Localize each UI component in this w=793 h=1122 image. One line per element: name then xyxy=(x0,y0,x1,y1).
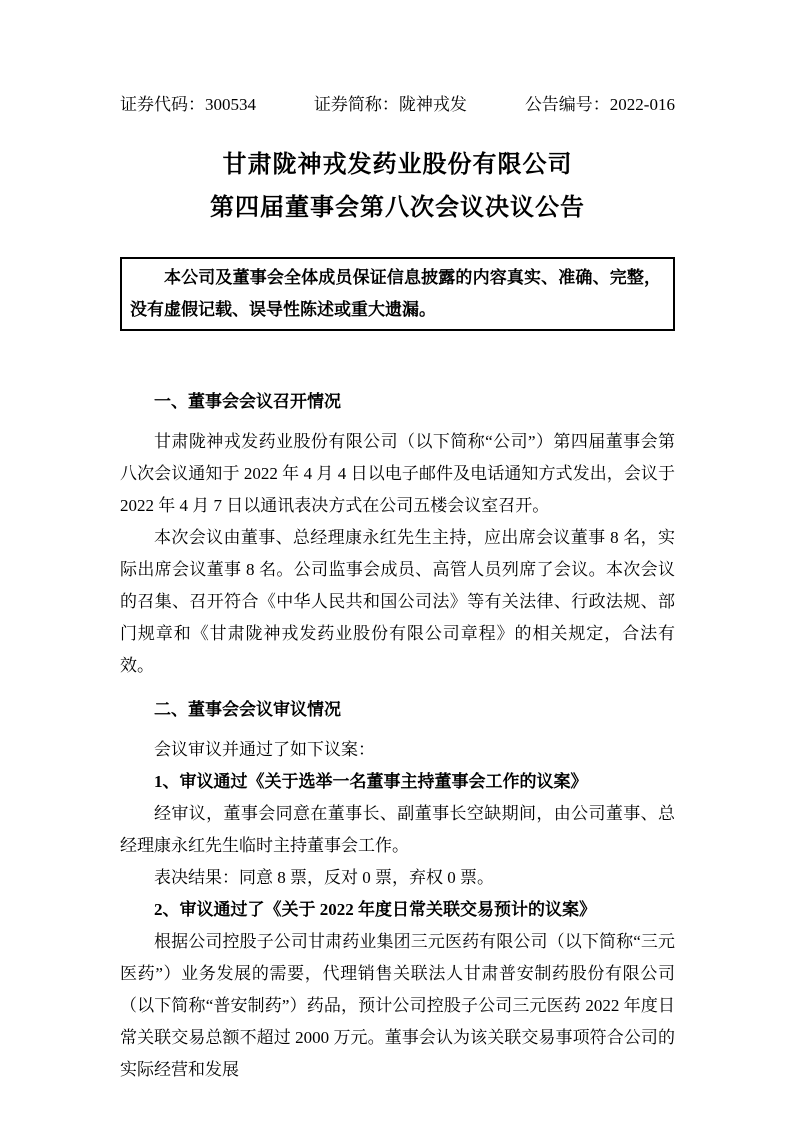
paragraph: 本次会议由董事、总经理康永红先生主持，应出席会议董事 8 名，实际出席会议董事 8 名。公司监事会成员、高管人员列席了会议。本次会议的召集、召开符合《中华人民共和国公司法》等有关法律、行政法规、部门规章和《甘肃陇神戎发药业股份有限公司章程》的相关规定，合法有效。 xyxy=(120,528,675,675)
disclaimer-text: 本公司及董事会全体成员保证信息披露的内容真实、准确、完整，没有虚假记载、误导性陈述或重大遗漏。 xyxy=(130,268,661,319)
doc-title xyxy=(120,144,675,230)
document-body xyxy=(120,386,675,1086)
stock-code: 证券代码：300534 xyxy=(120,95,256,114)
title-line-1: 甘肃陇神戎发药业股份有限公司 xyxy=(222,152,573,178)
paragraph: 经审议，董事会同意在董事长、副董事长空缺期间，由公司董事、总经理康永红先生临时主持董事会工作。 xyxy=(120,804,675,855)
doc-header xyxy=(120,95,675,115)
disclaimer-box xyxy=(120,257,675,331)
announcement-number: 公告编号：2022-016 xyxy=(524,95,675,114)
paragraph: 会议审议并通过了如下议案： xyxy=(154,740,375,759)
section-heading: 一、董事会会议召开情况 xyxy=(154,392,341,411)
paragraph: 表决结果：同意 8 票，反对 0 票，弃权 0 票。 xyxy=(154,868,494,887)
section-heading: 二、董事会会议审议情况 xyxy=(154,700,341,719)
paragraph: 甘肃陇神戎发药业股份有限公司（以下简称“公司”）第四届董事会第八次会议通知于 2022 年 4 月 4 日以电子邮件及电话通知方式发出，会议于 2022 年 4 月 7 日以通讯表决方式在公司五楼会议室召开。 xyxy=(120,432,675,515)
title-line-2: 第四届董事会第八次会议决议公告 xyxy=(210,195,585,221)
stock-name: 证券简称：陇神戎发 xyxy=(313,95,467,114)
item-heading: 2、审议通过了《关于 2022 年度日常关联交易预计的议案》 xyxy=(154,900,596,919)
paragraph: 根据公司控股子公司甘肃药业集团三元医药有限公司（以下简称“三元医药”）业务发展的需要，代理销售关联法人甘肃普安制药股份有限公司（以下简称“普安制药”）药品，预计公司控股子公司三元医药 2022 年度日常关联交易总额不超过 2000 万元。董事会认为该关联交易事项符合公司的实际经营和发展 xyxy=(120,932,675,1079)
item-heading: 1、审议通过《关于选举一名董事主持董事会工作的议案》 xyxy=(154,772,588,791)
